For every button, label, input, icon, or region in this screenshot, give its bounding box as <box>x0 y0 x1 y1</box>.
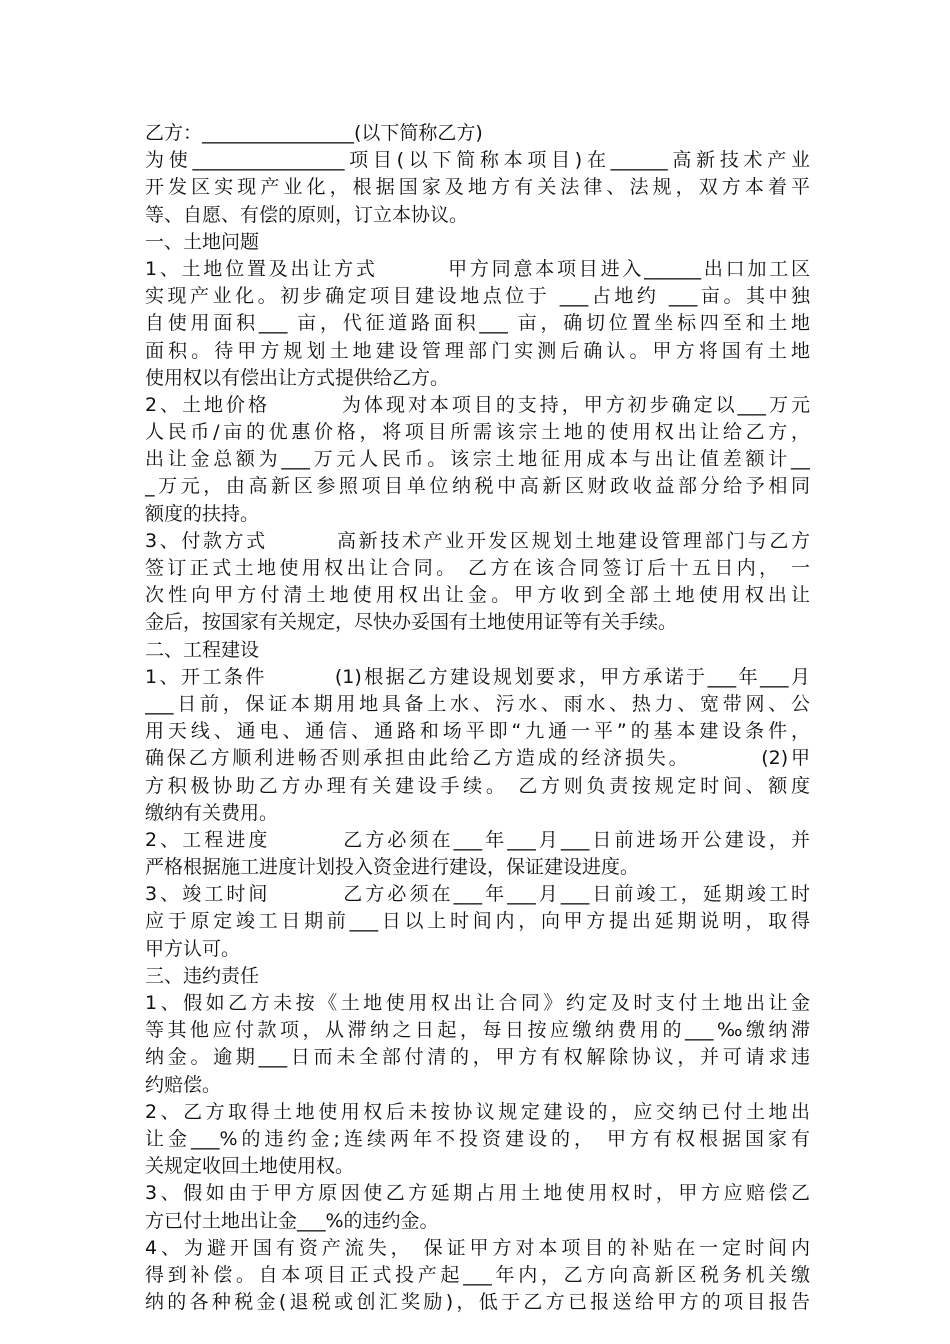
text-line: 3、付款方式 高新技术产业开发区规划土地建设管理部门与乙方 <box>145 529 810 552</box>
text-line: 方积极协助乙方办理有关建设手续。 乙方则负责按规定时间、额度 <box>145 774 810 797</box>
text-line: 出让金总额为___万元人民币。该宗土地征用成本与出让值差额计__ <box>145 448 810 471</box>
text-line: 1、假如乙方未按《土地使用权出让合同》约定及时支付土地出让金 <box>145 992 810 1014</box>
text-line: 次性向甲方付清土地使用权出让金。甲方收到全部土地使用权出让 <box>145 584 810 607</box>
text-line: 3、竣工时间 乙方必须在___年___月___日前竣工，延期竣工时 <box>145 883 810 906</box>
text-line: 甲方认可。 <box>145 937 241 960</box>
text-line: 用天线、通电、通信、通路和场平即“九通一平”的基本建设条件， <box>145 720 810 743</box>
text-line: 金后，按国家有关规定，尽快办妥国有土地使用证等有关手续。 <box>145 611 678 634</box>
text-line: 纳的各种税金(退税或创汇奖励)，低于乙方已报送给甲方的项目报告 <box>145 1291 810 1314</box>
text-line: 2、乙方取得土地使用权后未按协议规定建设的，应交纳已付土地出 <box>145 1100 810 1123</box>
text-line: 1、土地位置及出让方式 甲方同意本项目进入______出口加工区 <box>145 257 810 280</box>
section-heading: 一、土地问题 <box>145 230 260 253</box>
text-line: 实现产业化。初步确定项目建设地点位于 ___占地约 ___亩。其中独 <box>145 285 810 308</box>
text-line: 开发区实现产业化，根据国家及地方有关法律、法规，双方本着平 <box>145 176 810 199</box>
text-line: 让金___%的违约金;连续两年不投资建设的， 甲方有权根据国家有 <box>145 1127 810 1150</box>
text-line: 关规定收回土地使用权。 <box>145 1155 355 1178</box>
text-line: 4、为避开国有资产流失， 保证甲方对本项目的补贴在一定时间内 <box>145 1236 810 1259</box>
text-line: 等、自愿、有偿的原则，订立本协议。 <box>145 203 469 226</box>
text-line: 为使________________项目(以下简称本项目)在______高新技术产业 <box>145 149 810 172</box>
text-line: 面积。待甲方规划土地建设管理部门实测后确认。甲方将国有土地 <box>145 339 810 362</box>
text-line: 纳金。逾期___日而未全部付清的，甲方有权解除协议，并可请求违 <box>145 1046 810 1069</box>
section-heading: 三、违约责任 <box>145 964 260 987</box>
text-line: 缴纳有关费用。 <box>145 801 279 824</box>
text-line: ___日前，保证本期用地具备上水、污水、雨水、热力、宽带网、公 <box>145 692 810 715</box>
text-line: 确保乙方顺利进畅否则承担由此给乙方造成的经济损失。 (2)甲 <box>145 747 810 770</box>
text-line: 得到补偿。自本项目正式投产起___年内，乙方向高新区税务机关缴 <box>145 1263 810 1286</box>
text-line: 使用权以有偿出让方式提供给乙方。 <box>145 366 450 389</box>
text-line: 严格根据施工进度计划投入资金进行建设，保证建设进度。 <box>145 856 640 879</box>
text-line: 2、土地价格 为体现对本项目的支持，甲方初步确定以___万元 <box>145 393 810 416</box>
text-line: 签订正式土地使用权出让合同。 乙方在该合同签订后十五日内， 一 <box>145 557 810 579</box>
text-line: 额度的扶持。 <box>145 502 260 525</box>
text-line: 乙方：________________(以下简称乙方) <box>145 122 483 144</box>
text-line: _万元，由高新区参照项目单位纳税中高新区财政收益部分给予相同 <box>145 475 810 498</box>
text-line: 人民币/亩的优惠价格，将项目所需该宗土地的使用权出让给乙方， <box>145 421 810 444</box>
text-line: 1、开工条件 (1)根据乙方建设规划要求，甲方承诺于___年___月 <box>145 665 810 688</box>
section-heading: 二、工程建设 <box>145 638 260 661</box>
text-line: 2、工程进度 乙方必须在___年___月___日前进场开公建设，并 <box>145 828 810 851</box>
document-body <box>145 120 810 1316</box>
text-line: 自使用面积___ 亩，代征道路面积___ 亩，确切位置坐标四至和土地 <box>145 312 810 335</box>
text-line: 方已付土地出让金___%的违约金。 <box>145 1209 439 1232</box>
text-line: 等其他应付款项，从滞纳之日起，每日按应缴纳费用的___‰缴纳滞 <box>145 1019 810 1042</box>
text-line: 约赔偿。 <box>145 1073 222 1096</box>
text-line: 应于原定竣工日期前___日以上时间内，向甲方提出延期说明，取得 <box>145 910 810 933</box>
text-line: 3、假如由于甲方原因使乙方延期占用土地使用权时，甲方应赔偿乙 <box>145 1182 810 1205</box>
